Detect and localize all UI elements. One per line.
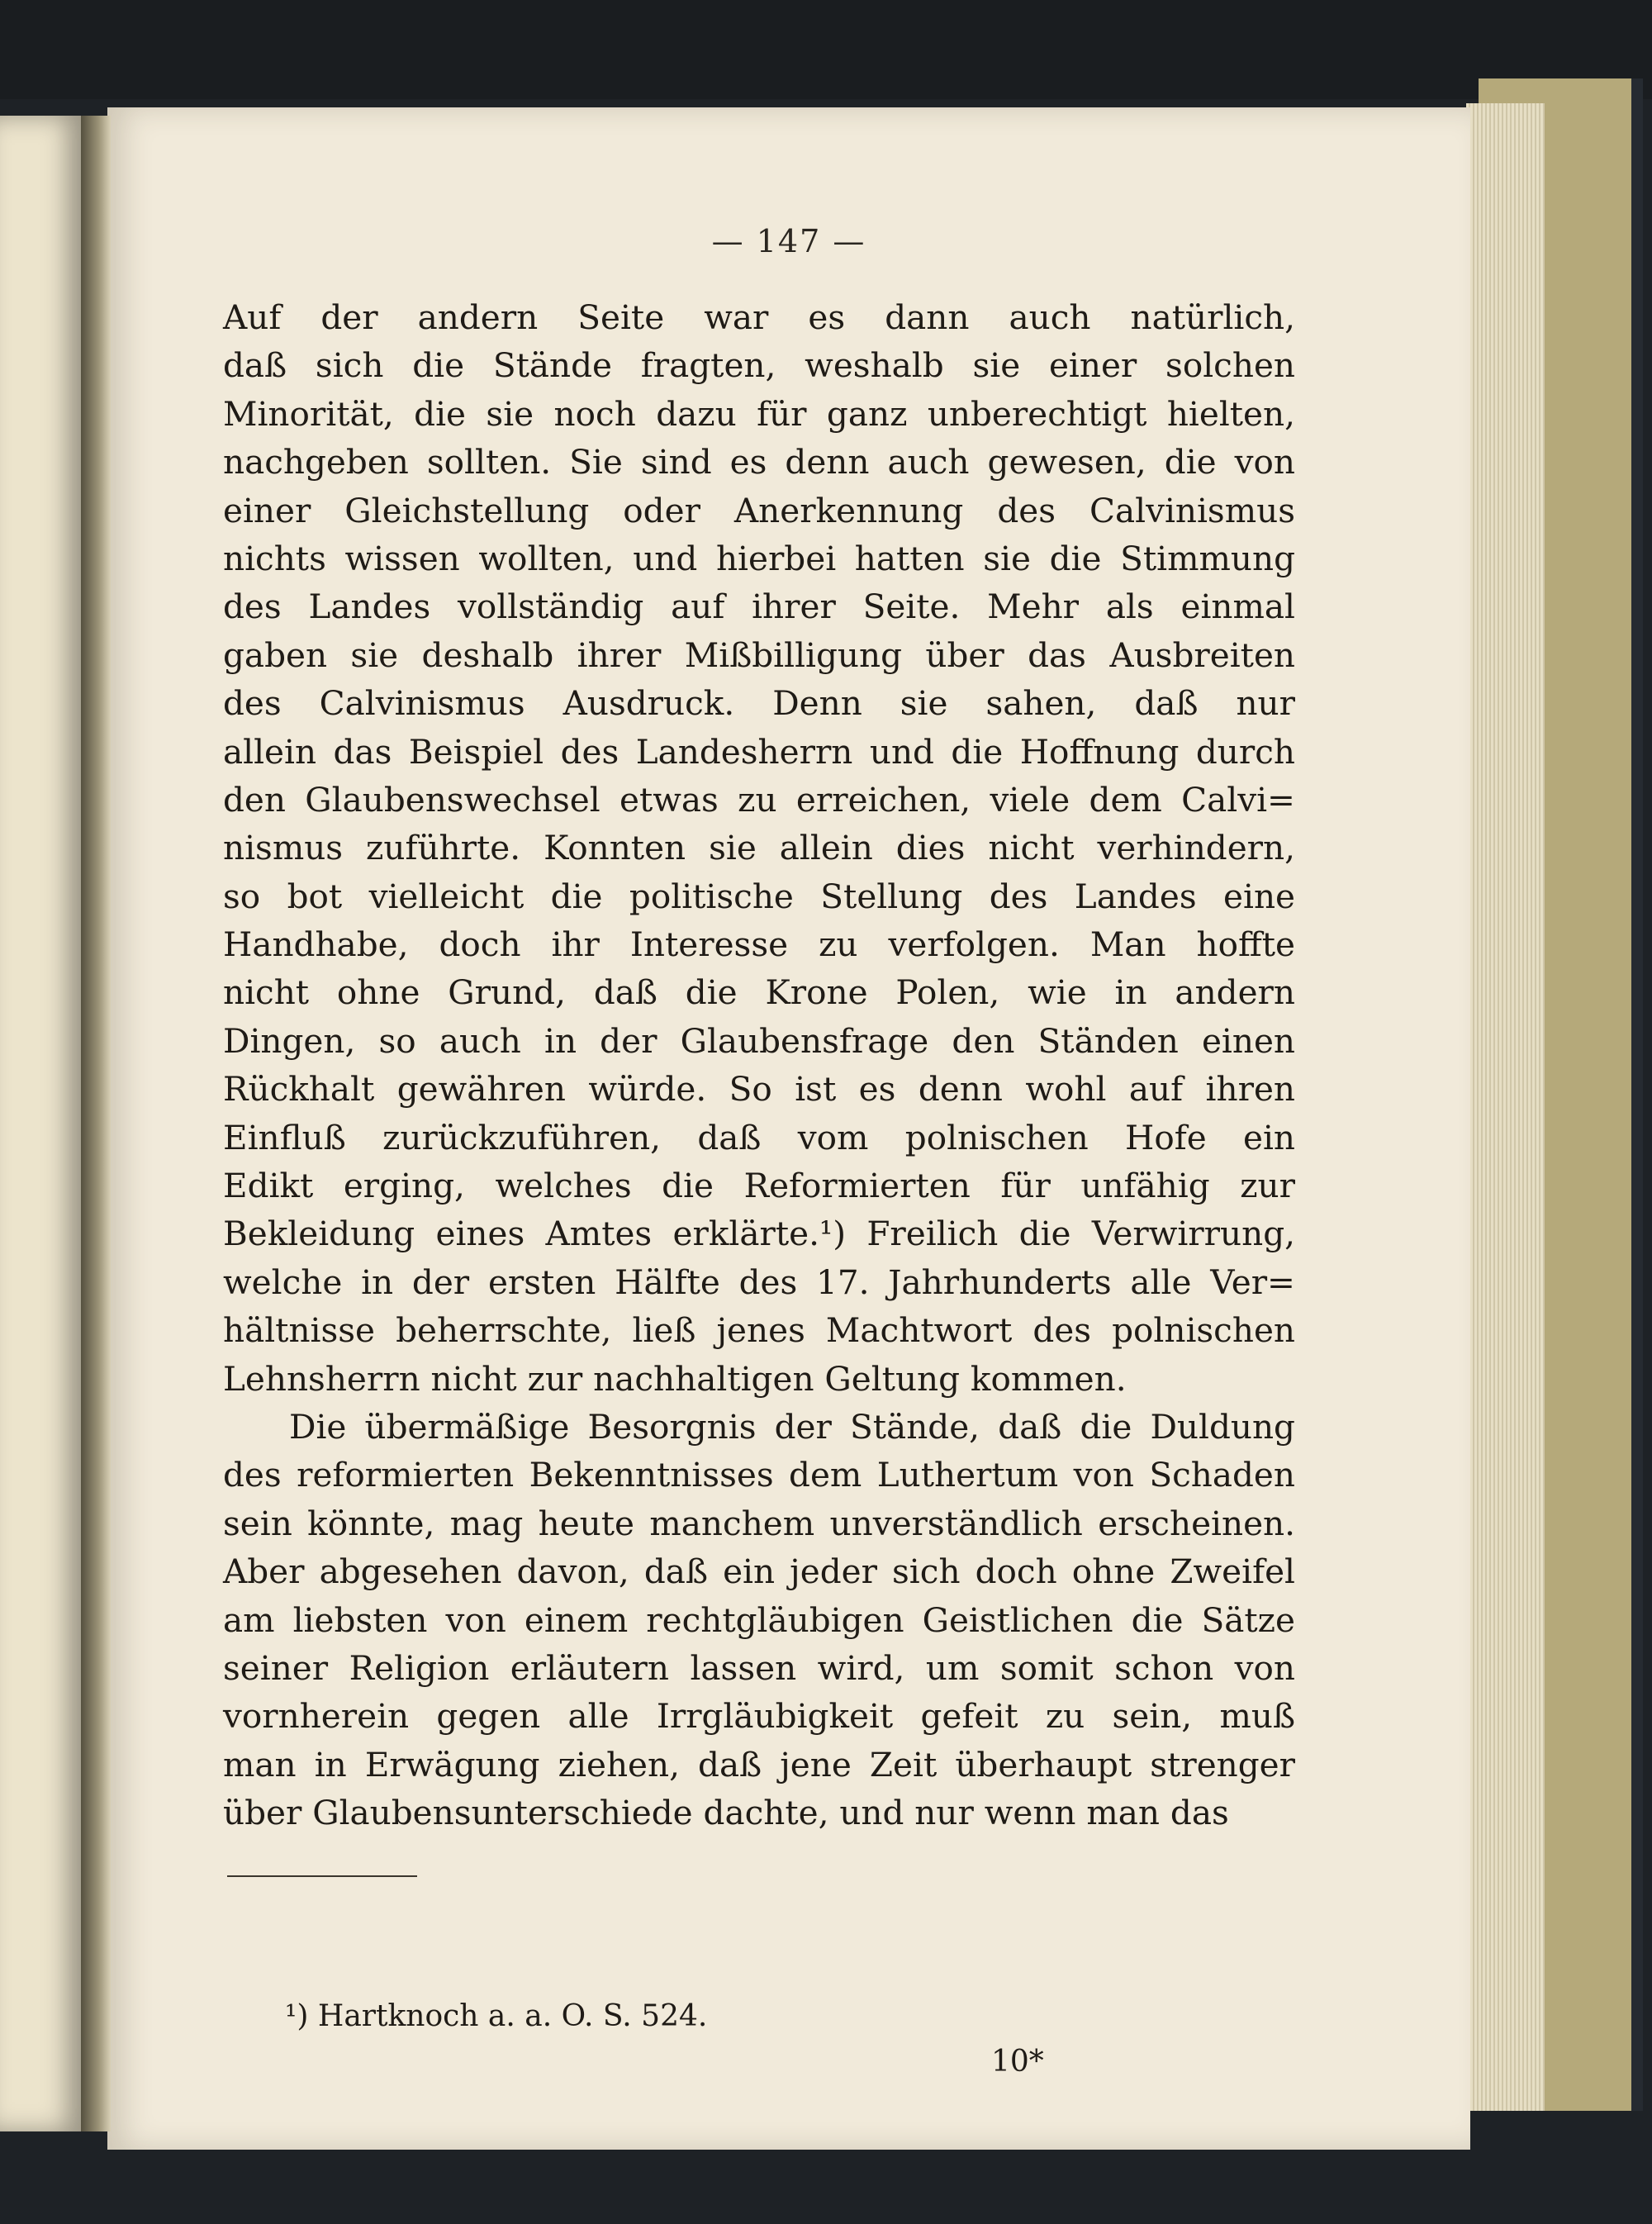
text-line: gaben sie deshalb ihrer Mißbilligung über das Ausbreiten: [223, 634, 1295, 675]
book-cover-top: [0, 0, 1652, 99]
page-edges: [1466, 103, 1545, 2111]
book-page: [107, 107, 1470, 2150]
text-line: des reformierten Bekenntnisses dem Luthertum von Schaden: [223, 1455, 1295, 1495]
text-line: Lehnsherrn nicht zur nachhaltigen Geltung kommen.: [223, 1358, 1127, 1399]
text-line: des Landes vollständig auf ihrer Seite. Mehr als einmal: [223, 587, 1295, 627]
text-line: Rückhalt gewähren würde. So ist es denn wohl auf ihren: [223, 1069, 1295, 1110]
body-text: [223, 293, 1295, 1837]
text-line: Dingen, so auch in der Glaubensfrage den Ständen einen: [223, 1020, 1295, 1061]
text-line: so bot vielleicht die politische Stellung des Landes eine: [223, 876, 1295, 916]
text-line: nichts wissen wollten, und hierbei hatten sie die Stimmung: [223, 538, 1295, 578]
text-line: nicht ohne Grund, daß die Krone Polen, wie in andern: [223, 972, 1295, 1013]
text-line: vornherein gegen alle Irrgläubigkeit gefeit zu sein, muß: [223, 1696, 1295, 1737]
book-gutter: [81, 116, 111, 2131]
signature-mark: 10*: [991, 2045, 1044, 2079]
text-line: allein das Beispiel des Landesherrn und die Hoffnung durch: [223, 731, 1295, 772]
text-line: Einfluß zurückzuführen, daß vom polnischen Hofe ein: [223, 1117, 1295, 1157]
text-line: sein könnte, mag heute manchem unverständlich erscheinen.: [223, 1503, 1295, 1543]
text-line: nachgeben sollten. Sie sind es denn auch gewesen, die von: [223, 442, 1295, 482]
text-line: seiner Religion erläutern lassen wird, um somit schon von: [223, 1647, 1295, 1688]
text-line: daß sich die Stände fragten, weshalb sie einer solchen: [223, 345, 1295, 386]
text-line: Auf der andern Seite war es dann auch natürlich,: [223, 297, 1295, 337]
page-number: — 147 —: [711, 223, 866, 259]
text-line: Die übermäßige Besorgnis der Stände, daß die Duldung: [289, 1406, 1295, 1447]
text-line: hältnisse beherrschte, ließ jenes Machtwort des polnischen: [223, 1310, 1295, 1351]
text-line: einer Gleichstellung oder Anerkennung des Calvinismus: [223, 490, 1295, 530]
text-line: am liebsten von einem rechtgläubigen Geistlichen die Sätze: [223, 1599, 1295, 1640]
text-line: Bekleidung eines Amtes erklärte.¹) Freilich die Verwirrung,: [223, 1214, 1295, 1254]
text-line: des Calvinismus Ausdruck. Denn sie sahen, daß nur: [223, 683, 1295, 724]
footnote: ¹) Hartknoch a. a. O. S. 524.: [285, 1999, 708, 2033]
text-line: Aber abgesehen davon, daß ein jeder sich doch ohne Zweifel: [223, 1552, 1295, 1592]
text-line: nismus zuführte. Konnten sie allein dies nicht verhindern,: [223, 828, 1295, 868]
text-line: welche in der ersten Hälfte des 17. Jahrhunderts alle Ver=: [223, 1262, 1295, 1302]
footnote-rule: [227, 1875, 417, 1877]
text-line: man in Erwägung ziehen, daß jene Zeit überhaupt strenger: [223, 1744, 1295, 1784]
text-line: Handhabe, doch ihr Interesse zu verfolgen. Man hoffte: [223, 924, 1295, 965]
text-line: Minorität, die sie noch dazu für ganz unberechtigt hielten,: [223, 393, 1295, 434]
left-page: [0, 116, 83, 2131]
text-line: über Glaubensunterschiede dachte, und nur wenn man das: [223, 1793, 1229, 1833]
text-line: den Glaubenswechsel etwas zu erreichen, viele dem Calvi=: [223, 779, 1295, 820]
text-line: Edikt erging, welches die Reformierten für unfähig zur: [223, 1166, 1295, 1206]
